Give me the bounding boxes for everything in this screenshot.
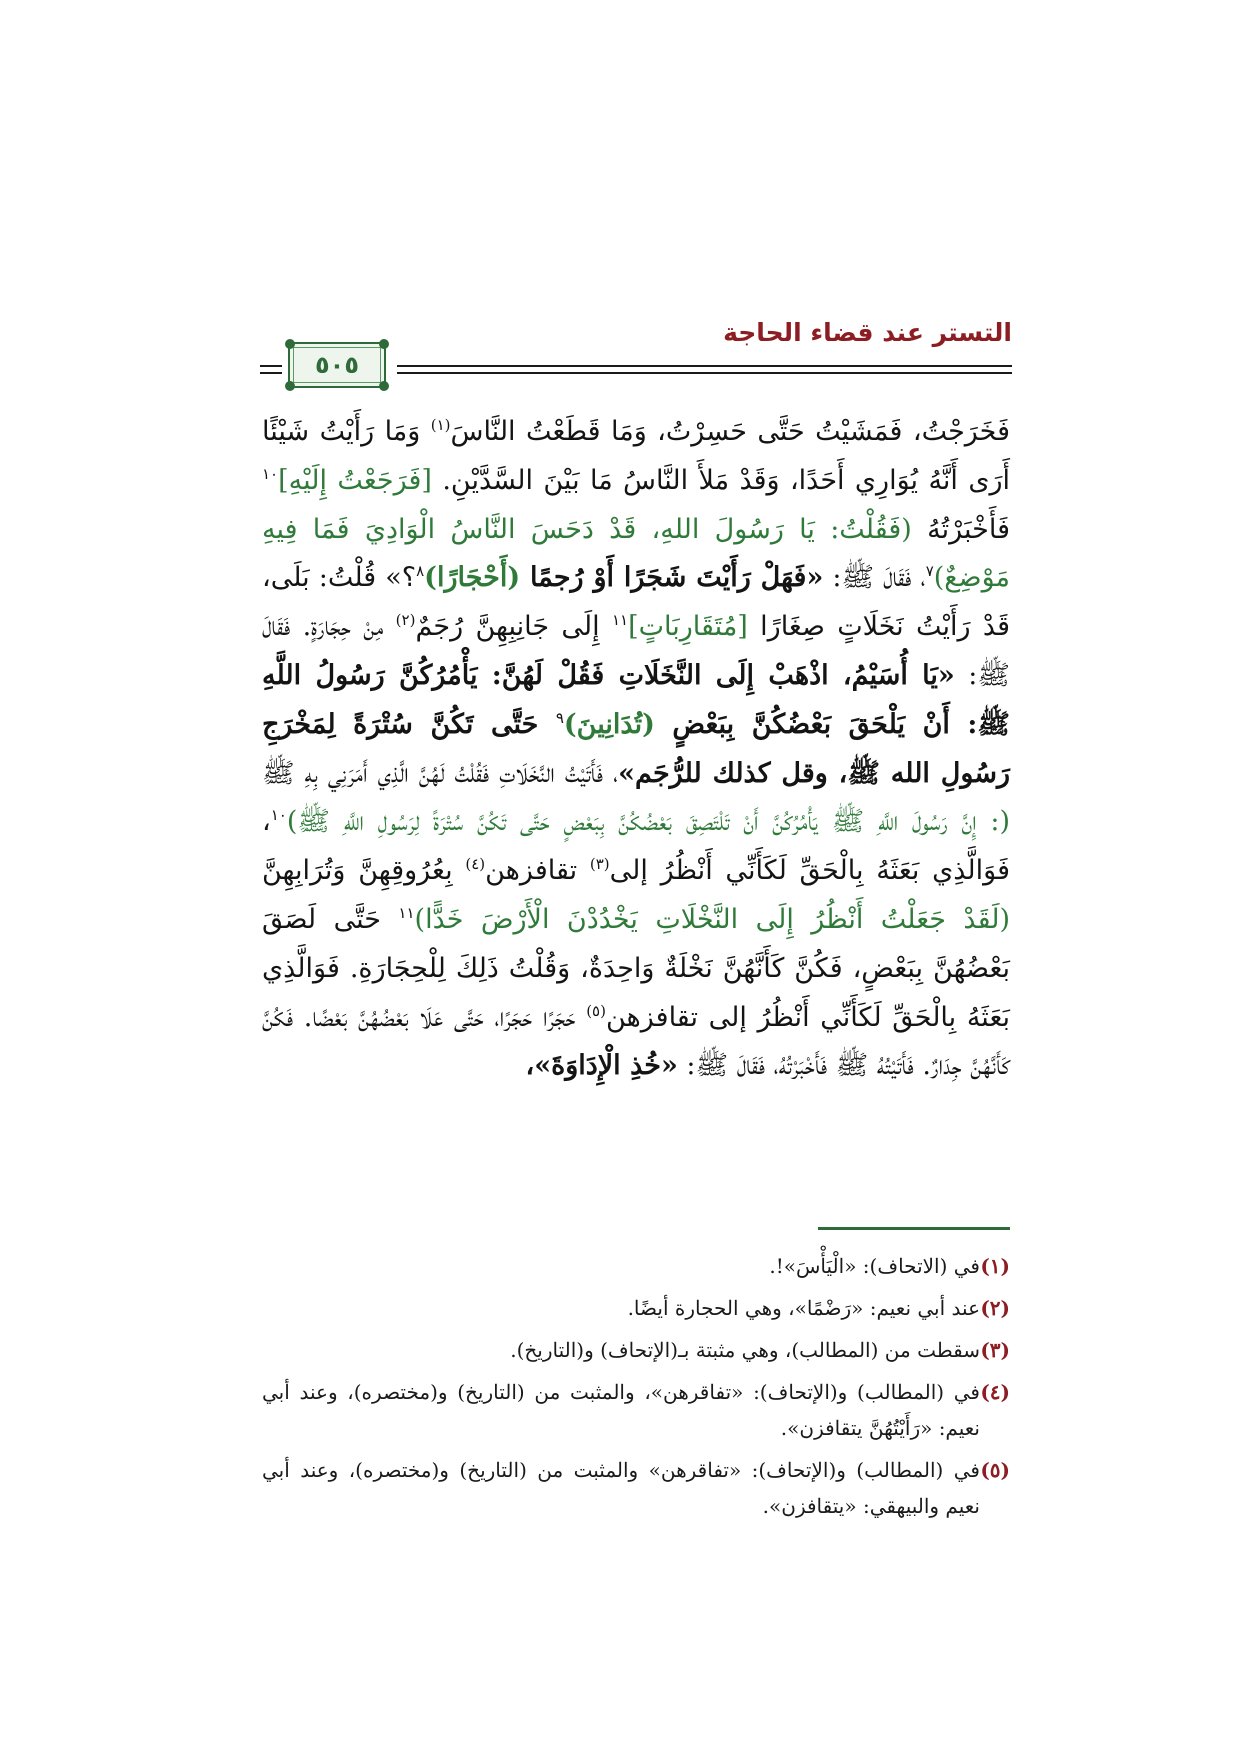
text-run: وَمَا رَأَيْتُ شَيْئًا أَرَى أَنَّهُ يُوَارِي أَحَدًا، وَقَدْ مَلأَ النَّاسُ مَا بَيْنَ السَّدَّيْنِ. (262, 416, 1010, 496)
text-run: فَخَرَجْتُ، فَمَشَيْتُ حَتَّى حَسِرْتُ، وَمَا قَطَعْتُ النَّاسَ (450, 416, 1010, 447)
text-run: بِعُرُوقِهِنَّ وَتُرَابِهِنَّ (262, 855, 466, 887)
footnote-text: في (الاتحاف): «الْيَأْسَ»!. (769, 1254, 980, 1278)
page-number: ٥٠٥ (315, 351, 359, 379)
footnote-number[interactable]: (٥) (980, 1458, 1010, 1482)
footnote (262, 1290, 1010, 1326)
footnote-ref[interactable]: (٣) (589, 855, 610, 874)
variant-ref: ٨ (416, 562, 425, 581)
hadith-quote: «خُذِ الْإِدَاوَةَ»، (525, 1050, 678, 1082)
footnote-text: في (المطالب) و(الإتحاف): «تفاقرهن»، والمثبت من (التاريخ) و(مختصره)، وعند أبي نعيم: «رَأَيْتُهُنَّ يتقافزن». (262, 1380, 980, 1440)
main-text (262, 408, 1010, 1091)
header-rule (260, 372, 282, 374)
footnote (262, 1374, 1010, 1446)
variant-ref: ١١ (398, 903, 415, 922)
green-text: [فَرَجَعْتُ إِلَيْهِ] (278, 464, 432, 496)
green-text: (: إِنَّ رَسُولَ اللَّهِ ﷺ يَأْمُرُكُنَّ أَنْ تَلْتَصِقَ بَعْضُكُنَّ بِبَعْضٍ حَتَّى تَكُنَّ سُتْرَةً لِرَسُولِ اللَّهِ ﷺ) (286, 806, 1010, 838)
header-rule (397, 365, 1012, 367)
variant-ref: ١١ (611, 611, 629, 630)
chapter-title: التستر عند قضاء الحاجة (723, 318, 1012, 347)
text-run: ، فَقَالَ ﷺ: (823, 562, 926, 594)
hadith-quote: «فَهَلْ رَأَيْتَ شَجَرًا أَوْ رُجمًا (520, 562, 824, 594)
hadith-quote: حَتَّى تَكُنَّ سُتْرَةً لِمَخْرَجِ رَسُولِ الله ﷺ، وقل كذلك للرُّجَم» (262, 708, 1010, 789)
text-run: ، فَأَتَيْتُ النَّخَلَاتِ فَقُلْتُ لَهُنَّ الَّذِي أَمَرَنِي بِهِ ﷺ (262, 757, 619, 789)
footnote-separator (818, 1227, 1010, 1230)
green-text: (تُدَانِينَ) (563, 708, 655, 740)
text-run: مِنْ حِجَارَةٍ. فَقَالَ ﷺ: (262, 611, 1011, 691)
footnote-number[interactable]: (٤) (980, 1380, 1010, 1404)
footnote-text: في (المطالب) و(الإتحاف): «تفاقرهن» والمثبت من (التاريخ) و(مختصره)، وعند أبي نعيم والبيهقي: «يتقافزن». (262, 1458, 980, 1518)
footnote-ref[interactable]: (٤) (465, 855, 486, 874)
footnote (262, 1332, 1010, 1368)
variant-ref: ٩ (555, 708, 564, 727)
variant-ref: ١٠ (262, 464, 279, 483)
text-run: فَأَخْبَرْتُهُ (911, 513, 1010, 545)
text-run: حَتَّى لَصَقَ بَعْضُهُنَّ بِبَعْضٍ، فَكُنَّ كَأَنَّهُنَّ نَخْلَةٌ وَاحِدَةٌ، وَقُلْتُ ذَلِكَ لِلْحِجَارَةِ. فَوَالَّذِي بَعَثَهُ بِالْحَقِّ لَكَأَنِّي أَنْظُرُ إلى تقافزهن (262, 903, 1010, 1033)
variant-ref: ١٠ (270, 806, 287, 825)
header-rule (397, 372, 1012, 374)
hadith-quote: «يَا أُسَيْمُ، اذْهَبْ إِلَى النَّخَلَاتِ فَقُلْ لَهُنَّ: يَأْمُرُكُنَّ رَسُولُ اللَّهِ ﷺ: أَنْ يَلْحَقَ بَعْضُكُنَّ بِبَعْضٍ (262, 659, 1011, 740)
footnote (262, 1452, 1010, 1524)
text-run: حَجَرًا حَجَرًا، حَتَّى عَلَا بَعْضُهُنَّ بَعْضًا. فَكُنَّ كَأَنَّهُنَّ جِدَارٌ. فَأَتَيْتُهُ ﷺ فَأَخْبَرْتُهُ، فَقَالَ ﷺ: (262, 1001, 1010, 1082)
green-text: (لَقَدْ جَعَلْتُ أَنْظُرُ إِلَى النَّخْلَاتِ يَخْدُدْنَ الْأَرْضَ خَدًّا) (414, 903, 1010, 935)
page-header (260, 318, 1012, 392)
text-run: ؟» قُلْتُ: بَلَى، قَدْ رَأَيْتُ نَخَلَاتٍ صِغَارًا (262, 562, 1010, 643)
footnote-text: عند أبي نعيم: «رَضْمًا»، وهي الحجارة أيضًا. (627, 1296, 980, 1320)
variant-ref: ٧ (925, 562, 934, 581)
footnote-number[interactable]: (٣) (980, 1338, 1010, 1362)
header-rule (260, 365, 282, 367)
footnote-ref[interactable]: (٢) (395, 611, 416, 630)
text-run: إِلَى جَانِبِهِنَّ رُجَمٌ (415, 611, 612, 643)
footnote-ref[interactable]: (١) (430, 416, 451, 434)
paragraph (262, 408, 1010, 1091)
green-text: (أَحْجَارًا) (424, 562, 521, 594)
footnote-text: سقطت من (المطالب)، وهي مثبتة بـ(الإتحاف) و(التاريخ). (510, 1338, 980, 1362)
page-number-badge (288, 342, 386, 388)
footnotes (262, 1248, 1010, 1530)
green-text: (فَقُلْتُ: يَا رَسُولَ اللهِ، قَدْ دَحَسَ النَّاسُ الْوَادِيَ فَمَا فِيهِ مَوْضِعٌ) (262, 513, 1010, 594)
text-run: تقافزهن (485, 855, 590, 887)
green-text: [مُتَقَارِبَاتٍ] (628, 611, 748, 643)
footnote-number[interactable]: (١) (980, 1254, 1010, 1278)
text-run: ، فَوَالَّذِي بَعَثَهُ بِالْحَقِّ لَكَأَنِّي أَنْظُرُ إلى (262, 806, 1011, 887)
footnote (262, 1248, 1010, 1284)
footnote-number[interactable]: (٢) (980, 1296, 1010, 1320)
footnote-ref[interactable]: (٥) (586, 1001, 606, 1020)
